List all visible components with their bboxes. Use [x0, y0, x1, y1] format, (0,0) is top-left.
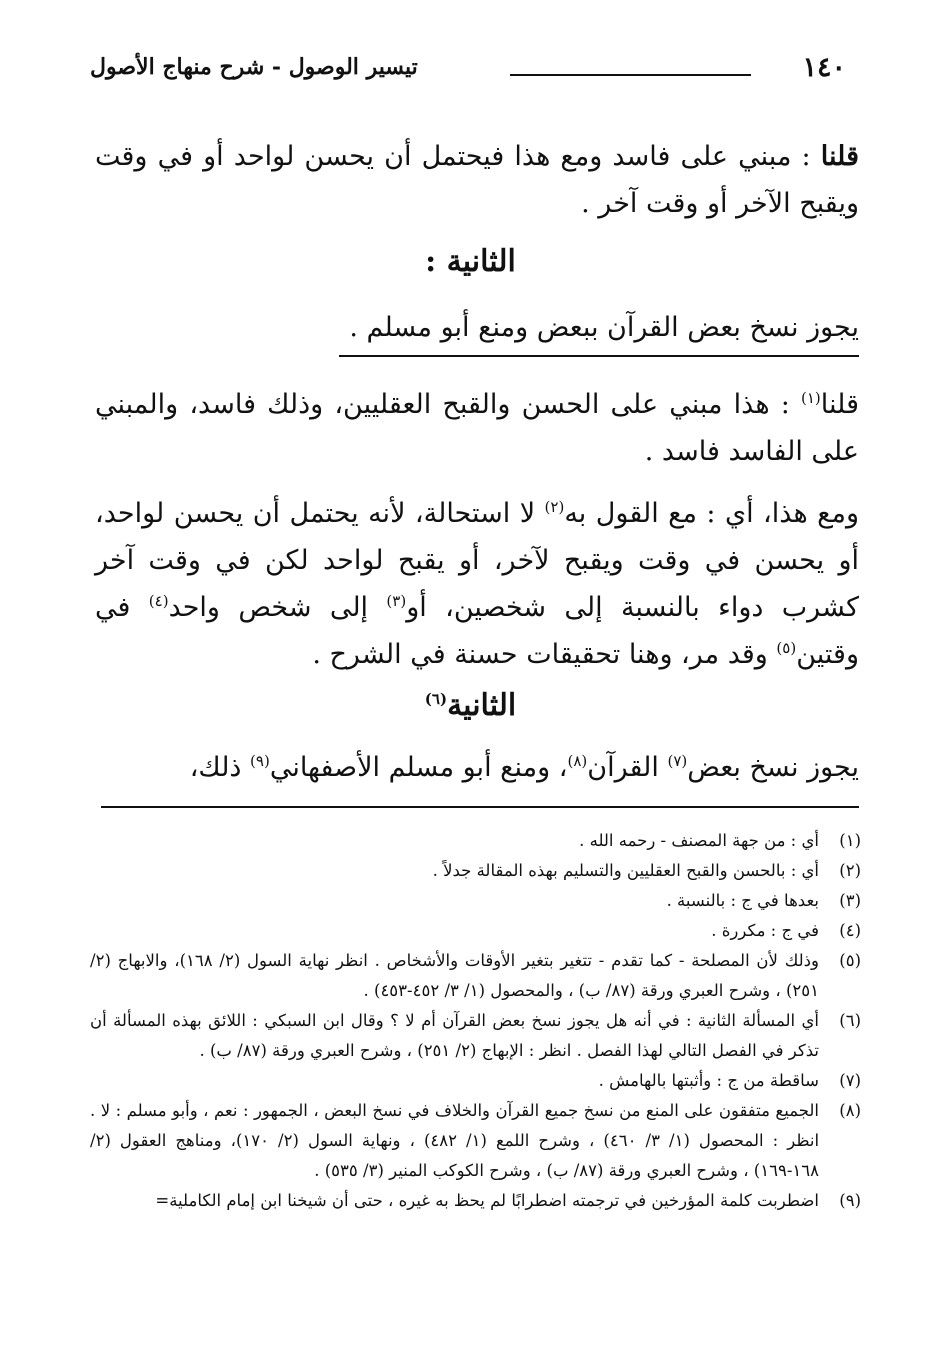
text-run: القرآن	[587, 752, 668, 783]
heading-text: الثانية	[447, 688, 517, 723]
text-run: لا استحالة، لأنه يحتمل أن يحسن لواحد، أو يحسن في وقت ويقبح لآخر، أو يقبح لواحد لكن في وقت آخر كشرب دواء بالنسبة إلى شخصين، أو	[95, 498, 860, 623]
footnote-number: (٦)	[839, 1011, 861, 1030]
footnote-item	[90, 1186, 861, 1216]
footnote-number: (٤)	[839, 921, 861, 940]
footnote-item	[90, 946, 861, 1006]
rule-text-1: يجوز نسخ بعض القرآن ببعض ومنع أبو مسلم .	[349, 312, 859, 343]
footnote-item	[90, 886, 861, 916]
footnote-text: في ج : مكررة .	[711, 921, 819, 940]
footnote-item	[90, 856, 861, 886]
qulna-lead: قلنا	[820, 141, 859, 172]
paragraph-text: : مبني على فاسد ومع هذا فيحتمل أن يحسن لواحد أو في وقت ويقبح الآخر أو وقت آخر .	[95, 141, 859, 219]
page-header	[90, 52, 846, 92]
rule-text-2	[190, 752, 859, 783]
text-run: يجوز نسخ بعض	[687, 752, 859, 783]
paragraph-commentary-1	[95, 381, 859, 475]
footnote-number: (٢)	[839, 861, 861, 880]
footnote-item	[90, 826, 861, 856]
section-heading-second-2	[0, 688, 941, 723]
rule-underline-2	[101, 806, 859, 808]
footnote-item	[90, 916, 861, 946]
footnote-text: أي : من جهة المصنف - رحمه الله .	[579, 831, 819, 850]
footnote-item	[90, 1006, 861, 1066]
footnote-ref-2: (٢)	[544, 498, 565, 516]
footnote-number: (١)	[839, 831, 861, 850]
footnote-text: وذلك لأن المصلحة - كما تقدم - تتغير بتغير الأوقات والأشخاص . انظر نهاية السول (٢/ ١٦٨)، والابهاج (٢/ ٢٥١) ، وشرح العبري ورقة (٨٧/ ب) ، والمحصول (١/ ٣/ ٤٥٢-٤٥٣) .	[90, 951, 819, 1000]
text-run: ومع هذا، أي : مع القول به	[564, 498, 859, 529]
footnote-item	[90, 1066, 861, 1096]
footnote-text: اضطربت كلمة المؤرخين في ترجمته اضطرابًا لم يحظ به غيره ، حتى أن شيخنا ابن إمام الكاملية=	[155, 1191, 819, 1210]
footnote-ref-3: (٣)	[386, 592, 407, 610]
footnote-ref-9: (٩)	[250, 752, 270, 770]
page-number: ١٤٠	[802, 52, 846, 83]
footnote-ref-4: (٤)	[148, 592, 169, 610]
rule-underline-1	[339, 355, 859, 357]
footnote-text: أي : بالحسن والقبح العقليين والتسليم بهذه المقالة جدلاً .	[432, 861, 819, 880]
footnote-text: أي المسألة الثانية : في أنه هل يجوز نسخ بعض القرآن أم لا ؟ وقال ابن السبكي : اللائق بهذه المسألة أن تذكر في الفصل التالي لهذا الفصل . انظر : الإبهاج (٢/ ٢٥١) ، وشرح العبري ورقة (٨٧/ ب) .	[90, 1011, 819, 1060]
footnote-ref-8: (٨)	[567, 752, 588, 770]
footnote-text: بعدها في ج : بالنسبة .	[666, 891, 819, 910]
text-run: في وقتين	[95, 592, 859, 670]
paragraph-commentary-2	[95, 490, 859, 678]
text-run: ، ومنع أبو مسلم الأصفهاني	[269, 752, 568, 783]
footnote-number: (٩)	[839, 1191, 861, 1210]
footnote-ref-5: (٥)	[776, 639, 797, 657]
text-run: إلى شخص واحد	[168, 592, 387, 623]
footnotes	[90, 826, 861, 1216]
section-heading-second: الثانية :	[425, 244, 516, 279]
footnote-number: (٥)	[839, 951, 861, 970]
footnote-text: الجميع متفقون على المنع من نسخ جميع القرآن والخلاف في نسخ البعض ، الجمهور : نعم ، وأبو مسلم : لا . انظر : المحصول (١/ ٣/ ٤٦٠) ، وشرح اللمع (١/ ٤٨٢) ، ونهاية السول (٢/ ١٧٠)، ومناهج العقول (٢/ ١٦٨-١٦٩) ، وشرح العبري ورقة (٨٧/ ب) ، وشرح الكوكب المنير (٣/ ٥٣٥) .	[90, 1101, 820, 1180]
header-rule	[510, 74, 751, 76]
text-run: : هذا مبني على الحسن والقبح العقليين، وذلك فاسد، والمبني على الفاسد فاسد .	[95, 389, 859, 467]
footnote-item	[90, 1096, 861, 1186]
footnote-number: (٨)	[839, 1101, 861, 1120]
footnote-number: (٧)	[839, 1071, 861, 1090]
text-run: وقد مر، وهنا تحقيقات حسنة في الشرح .	[312, 639, 777, 670]
text-run: قلنا	[820, 389, 859, 420]
paragraph-rebuttal-1	[95, 133, 859, 227]
footnote-ref-6: (٦)	[424, 690, 448, 708]
text-run: ذلك،	[189, 752, 251, 783]
footnote-text: ساقطة من ج : وأثبتها بالهامش .	[598, 1071, 819, 1090]
running-title: تيسير الوصول - شرح منهاج الأصول	[90, 54, 418, 80]
footnote-number: (٣)	[839, 891, 861, 910]
footnote-ref-7: (٧)	[667, 752, 688, 770]
footnote-ref-1: (١)	[800, 389, 821, 407]
